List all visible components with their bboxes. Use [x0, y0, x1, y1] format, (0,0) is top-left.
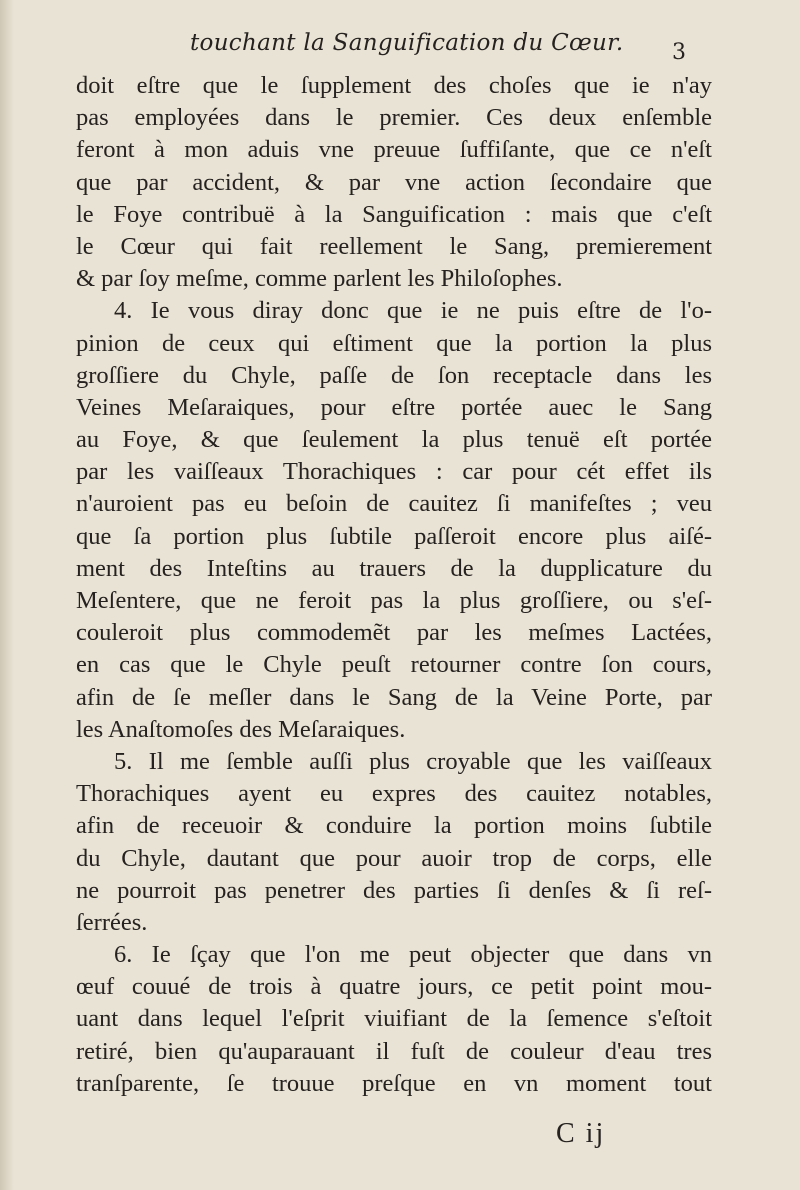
page-edge-shadow	[0, 0, 14, 1190]
text-line: le Cœur qui fait reellement le Sang, premierement	[76, 232, 712, 260]
text-line: pas employées dans le premier. Ces deux enſemble	[76, 104, 712, 132]
text-line: au Foye, & que ſeulement la plus tenuë eſt portée	[76, 426, 712, 454]
running-title: touchant la Sanguification du Cœur.	[190, 30, 624, 56]
text-line: Thorachiques ayent eu expres des cauitez notables,	[76, 780, 712, 808]
text-line: couleroit plus commodemẽt par les meſmes Lactées,	[76, 619, 712, 647]
text-line: groſſiere du Chyle, paſſe de ſon receptacle dans les	[76, 361, 712, 389]
text-line: afin de ſe meſler dans le Sang de la Veine Porte, par	[76, 683, 712, 711]
text-line: le Foye contribuë à la Sanguification : mais que c'eſt	[76, 200, 712, 228]
text-line: par les vaiſſeaux Thorachiques : car pour cét effet ils	[76, 458, 712, 486]
text-line: feront à mon aduis vne preuue ſuffiſante, que ce n'eſt	[76, 136, 712, 164]
paragraph-start: 6. Ie ſçay que l'on me peut objecter que dans vn	[114, 941, 712, 969]
text-line: & par ſoy meſme, comme parlent les Philoſophes.	[76, 265, 563, 293]
text-line: en cas que le Chyle peuſt retourner contre ſon cours,	[76, 651, 712, 679]
paragraph-start: 5. Il me ſemble auſſi plus croyable que les vaiſſeaux	[114, 747, 712, 775]
text-line: doit eſtre que le ſupplement des choſes que ie n'ay	[76, 72, 712, 99]
signature-mark: C ij	[556, 1118, 606, 1149]
text-line: que ſa portion plus ſubtile paſſeroit encore plus aiſé-	[76, 522, 712, 550]
text-line: que par accident, & par vne action ſecondaire que	[76, 168, 712, 196]
text-line: Veines Meſaraiques, pour eſtre portée auec le Sang	[76, 393, 712, 421]
running-head	[0, 28, 800, 68]
page-number: 3	[672, 40, 686, 65]
body-text	[76, 70, 712, 1100]
text-line: uant dans lequel l'eſprit viuifiant de la ſemence s'eſtoit	[76, 1005, 712, 1033]
text-line: œuf couué de trois à quatre jours, ce petit point mou-	[76, 973, 712, 1001]
text-line: retiré, bien qu'auparauant il fuſt de couleur d'eau tres	[76, 1037, 712, 1065]
text-line: du Chyle, dautant que pour auoir trop de corps, elle	[76, 844, 712, 872]
text-line: ne pourroit pas penetrer des parties ſi denſes & ſi reſ-	[76, 876, 712, 904]
text-line: tranſparente, ſe trouue preſque en vn moment tout	[76, 1069, 712, 1097]
text-line: les Anaſtomoſes des Meſaraiques.	[76, 715, 406, 743]
text-line: ment des Inteſtins au trauers de la dupplicature du	[76, 554, 712, 582]
paragraph-start: 4. Ie vous diray donc que ie ne puis eſtre de l'o-	[114, 297, 712, 325]
text-line: ſerrées.	[76, 908, 148, 936]
text-line: Meſentere, que ne feroit pas la plus groſſiere, ou s'eſ-	[76, 587, 712, 614]
text-line: afin de receuoir & conduire la portion moins ſubtile	[76, 812, 712, 840]
text-line: pinion de ceux qui eſtiment que la portion la plus	[76, 329, 712, 357]
text-line: n'auroient pas eu beſoin de cauitez ſi manifeſtes ; veu	[76, 490, 712, 518]
